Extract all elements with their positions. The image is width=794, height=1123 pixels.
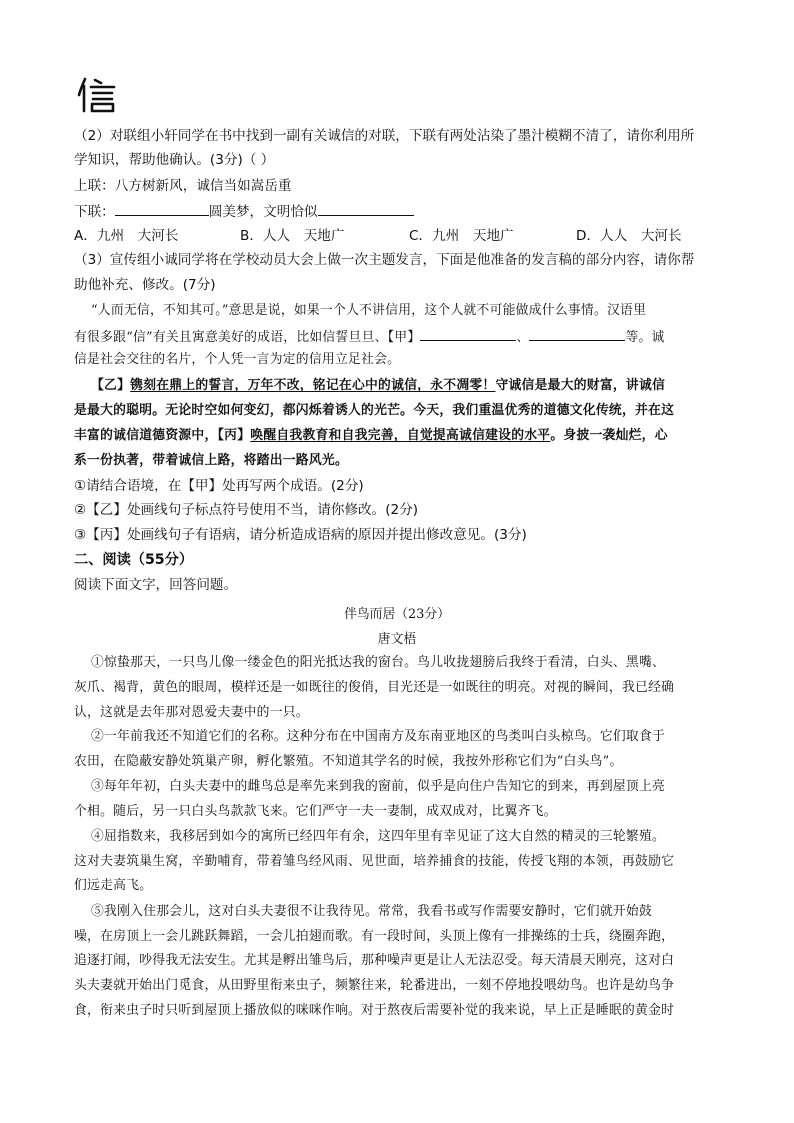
article-line: 头夫妻就开始出门觅食，从田野里衔来虫子，频繁往来，轮番进出，一刻不停地投喂幼鸟。也许是幼鸟争: [74, 978, 675, 993]
speech-text: 。身披一袭灿烂，心: [550, 428, 668, 443]
q3-prompt-line-2: 助他补充、修改。(7分): [74, 277, 216, 293]
q2-prompt-line-2: 学知识，帮助他确认。(3分)（ ）: [74, 152, 275, 168]
sub-question-2: ②【乙】处画线句子标点符号使用不当，请你修改。(2分): [74, 502, 419, 518]
speech-line: 是最大的聪明。无论时空如何变幻，都闪烁着诱人的光芒。今天，我们重温优秀的道德文化传统，并在这: [74, 403, 675, 418]
option-a[interactable]: A．九州 大河长: [74, 228, 179, 244]
couplet-lower-mid: 圆美梦，文明恰似: [208, 204, 318, 220]
speech-line: 信是社会交往的名片，个人凭一言为定的信用立足社会。: [74, 352, 401, 367]
article-line: 认，这就是去年那对恩爱夫妻中的一只。: [74, 705, 309, 720]
speech-text: 守诚信是最大的财富，讲诚信: [495, 378, 666, 393]
article-line: 噪，在房顶上一会儿跳跃舞蹈，一会儿拍翅而歌。有一段时间，头顶上像有一排操练的士兵，绕圈奔跑，: [74, 929, 675, 944]
article-line: 们远走高飞。: [74, 878, 153, 893]
article-title: 伴鸟而居（23分）: [344, 607, 450, 622]
jia-blank-1[interactable]: [420, 327, 516, 341]
speech-text: 等。诚: [625, 330, 665, 345]
article-line: ③每年年初，白头夫妻中的雌鸟总是率先来到我的窗前，似乎是向住户告知它的到来，再到屋顶上亮: [91, 779, 666, 794]
speech-line: “人而无信，不知其可。”意思是说，如果一个人不讲信用，这个人就不可能做成什么事情。汉语里: [91, 303, 647, 318]
jia-blank-2[interactable]: [529, 327, 625, 341]
yi-underlined-sentence: 镌刻在鼎上的誓言，万年不改，铭记在心中的诚信，永不凋零！: [130, 378, 496, 393]
article-line: 灰爪、褐背，黄色的眼周，模样还是一如既往的俊俏，目光还是一如既往的明亮。对视的瞬间，我已经确: [74, 680, 675, 695]
speech-line-yi: [91, 377, 665, 395]
sub-question-3: ③【丙】处画线句子有语病，请分析造成语病的原因并提出修改意见。(3分): [74, 527, 527, 543]
seal-character-xin: [76, 76, 118, 114]
speech-text: 、: [516, 330, 530, 345]
yi-tag: 【乙】: [91, 378, 131, 393]
article-line: 追逐打闹，吵得我无法安生。尤其是孵出雏鸟后，那种噪声更是让人无法忍受。每天清晨天刚亮，这对白: [74, 953, 675, 968]
article-line: 食，衔来虫子时只听到屋顶上播放似的咪咪作响。对于熬夜后需要补觉的我来说，早上正是睡眠的黄金时: [74, 1003, 675, 1018]
answer-blank[interactable]: [115, 202, 209, 216]
speech-line-blanks: [74, 327, 665, 347]
article-line: 这对夫妻筑巢生窝，辛勤哺育，带着雏鸟经风雨、见世面，培养捕食的技能，传授飞翔的本领，再鼓励它: [74, 854, 675, 869]
article-author: 唐文梧: [377, 632, 417, 647]
sub-question-1: ①请结合语境，在【甲】处再写两个成语。(2分): [74, 478, 364, 494]
article-line: ②一年前我还不知道它们的名称。这种分布在中国南方及东南亚地区的鸟类叫白头椋鸟。它们取食于: [91, 729, 666, 744]
article-line: 农田，在隐蔽安静处筑巢产卵，孵化繁殖。不知道其学名的时候，我按外形称它们为“白头鸟”。: [74, 754, 623, 769]
speech-text: 丰富的诚信道德资源中，【丙】: [74, 428, 251, 443]
speech-line-bing: [74, 427, 668, 445]
couplet-lower: [74, 202, 414, 221]
article-line: ④屈指数来，我移居到如今的寓所已经四年有余，这四年里有幸见证了这大自然的精灵的三轮繁殖。: [91, 829, 666, 844]
section-heading: 二、阅读（55分）: [74, 552, 194, 568]
q3-prompt-line-1: （3）宣传组小诚同学将在学校动员大会上做一次主题发言，下面是他准备的发言稿的部分内容，请你帮: [74, 252, 695, 268]
option-c[interactable]: C．九州 天地广: [409, 228, 514, 244]
speech-text: 有很多跟“信”有关且寓意美好的成语，比如信誓旦旦、【甲】: [74, 330, 421, 345]
article-line: ⑤我刚入住那会儿，这对白头夫妻很不让我待见。常常，我看书或写作需要安静时，它们就开始鼓: [91, 904, 653, 919]
answer-blank[interactable]: [318, 202, 414, 216]
option-b[interactable]: B．人人 天地广: [240, 228, 345, 244]
couplet-lower-prefix: 下联：: [74, 204, 115, 220]
article-line: ①惊蛰那天，一只鸟儿像一缕金色的阳光抵达我的窗台。鸟儿收拢翅膀后我终于看清，白头、黑嘴、: [91, 655, 666, 670]
bing-underlined-sentence: 唤醒自我教育和自我完善，自觉提高诚信建设的水平: [250, 428, 551, 443]
speech-line: 系一份执著，带着诚信上路，将踏出一路风光。: [74, 453, 348, 468]
q2-prompt-line-1: （2）对联组小轩同学在书中找到一副有关诚信的对联，下联有两处沾染了墨汁模糊不清了，请你利用所: [74, 128, 695, 144]
option-d[interactable]: D．人人 大河长: [576, 228, 682, 244]
reading-instruction: 阅读下面文字，回答问题。: [74, 577, 238, 593]
article-line: 个相。随后，另一只白头鸟款款飞来。它们严守一夫一妻制，成双成对，比翼齐飞。: [74, 804, 557, 819]
couplet-upper: 上联：八方树新风，诚信当如嵩岳重: [74, 178, 292, 194]
